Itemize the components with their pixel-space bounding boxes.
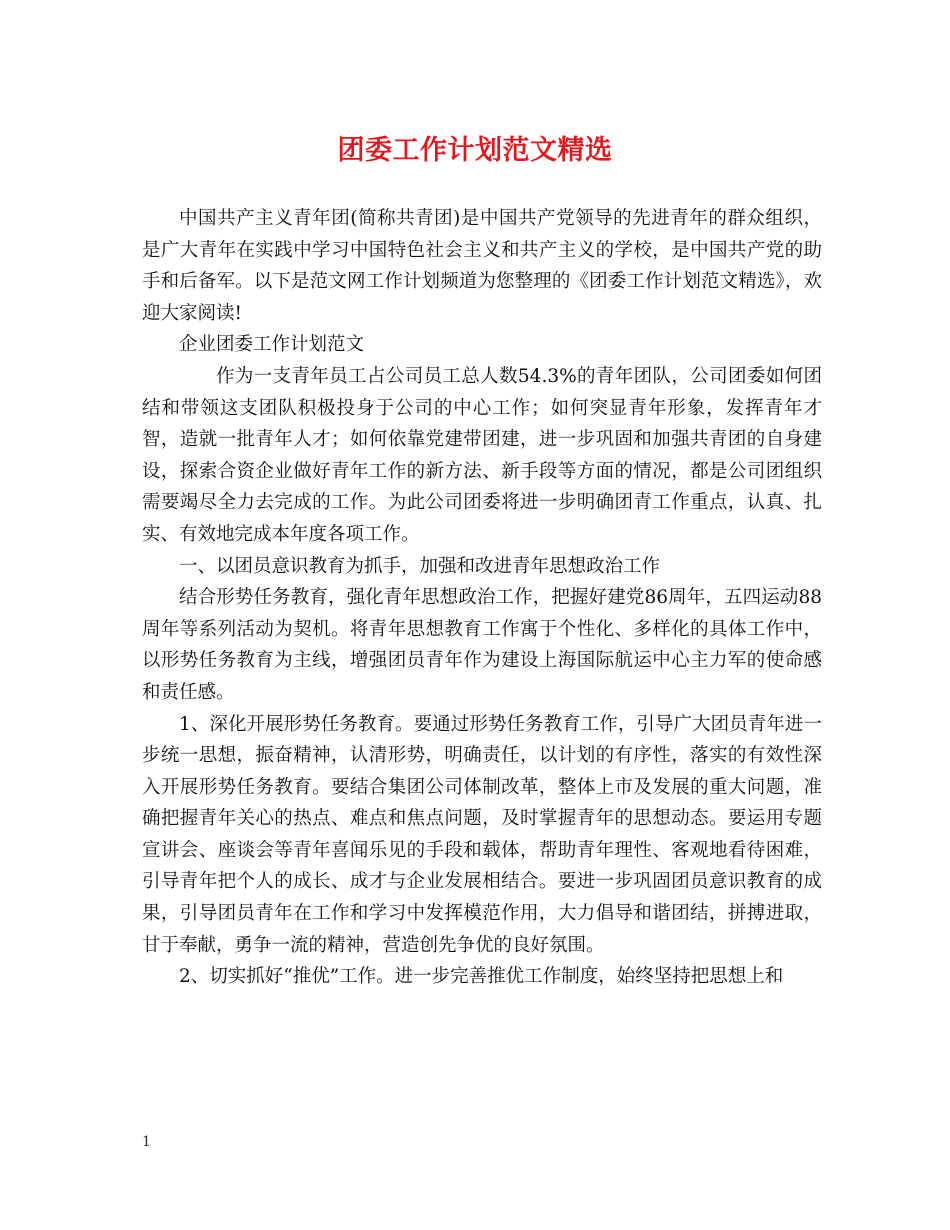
section-heading: 一、以团员意识教育为抓手，加强和改进青年思想政治工作	[179, 555, 661, 577]
document-title: 团委工作计划范文精选	[337, 135, 613, 166]
document-body	[142, 203, 822, 993]
page-number: 1	[142, 1134, 151, 1150]
section-heading: 企业团委工作计划范文	[179, 334, 365, 356]
body-paragraph: 2、切实抓好“推优”工作。进一步完善推优工作制度，始终坚持把思想上和	[179, 966, 784, 988]
body-paragraph: 结合形势任务教育，强化青年思想政治工作，把握好建党86周年，五四运动88周年等系列活动为契机。将青年思想教育工作寓于个性化、多样化的具体工作中，以形势任务教育为主线，增强团员青年作为建设上海国际航运中心主力军的使命感和责任感。	[142, 587, 822, 703]
intro-paragraph: 中国共产主义青年团(简称共青团)是中国共产党领导的先进青年的群众组织，是广大青年在实践中学习中国特色社会主义和共产主义的学校，是中国共产党的助手和后备军。以下是范文网工作计划频道为您整理的《团委工作计划范文精选》，欢迎大家阅读!	[142, 208, 822, 324]
body-paragraph: 1、深化开展形势任务教育。要通过形势任务教育工作，引导广大团员青年进一步统一思想，振奋精神，认清形势，明确责任，以计划的有序性，落实的有效性深入开展形势任务教育。要结合集团公司体制改革，整体上市及发展的重大问题，准确把握青年关心的热点、难点和焦点问题，及时掌握青年的思想动态。要运用专题宣讲会、座谈会等青年喜闻乐见的手段和载体，帮助青年理性、客观地看待困难，引导青年把个人的成长、成才与企业发展相结合。要进一步巩固团员意识教育的成果，引导团员青年在工作和学习中发挥模范作用，大力倡导和谐团结，拼搏进取，甘于奉献，勇争一流的精神，营造创先争优的良好氛围。	[142, 713, 822, 956]
body-paragraph: 作为一支青年员工占公司员工总人数54.3%的青年团队，公司团委如何团结和带领这支团队积极投身于公司的中心工作；如何突显青年形象，发挥青年才智，造就一批青年人才；如何依靠党建带团建，进一步巩固和加强共青团的自身建设，探索合资企业做好青年工作的新方法、新手段等方面的情况，都是公司团组织需要竭尽全力去完成的工作。为此公司团委将进一步明确团青工作重点，认真、扎实、有效地完成本年度各项工作。	[142, 365, 822, 545]
